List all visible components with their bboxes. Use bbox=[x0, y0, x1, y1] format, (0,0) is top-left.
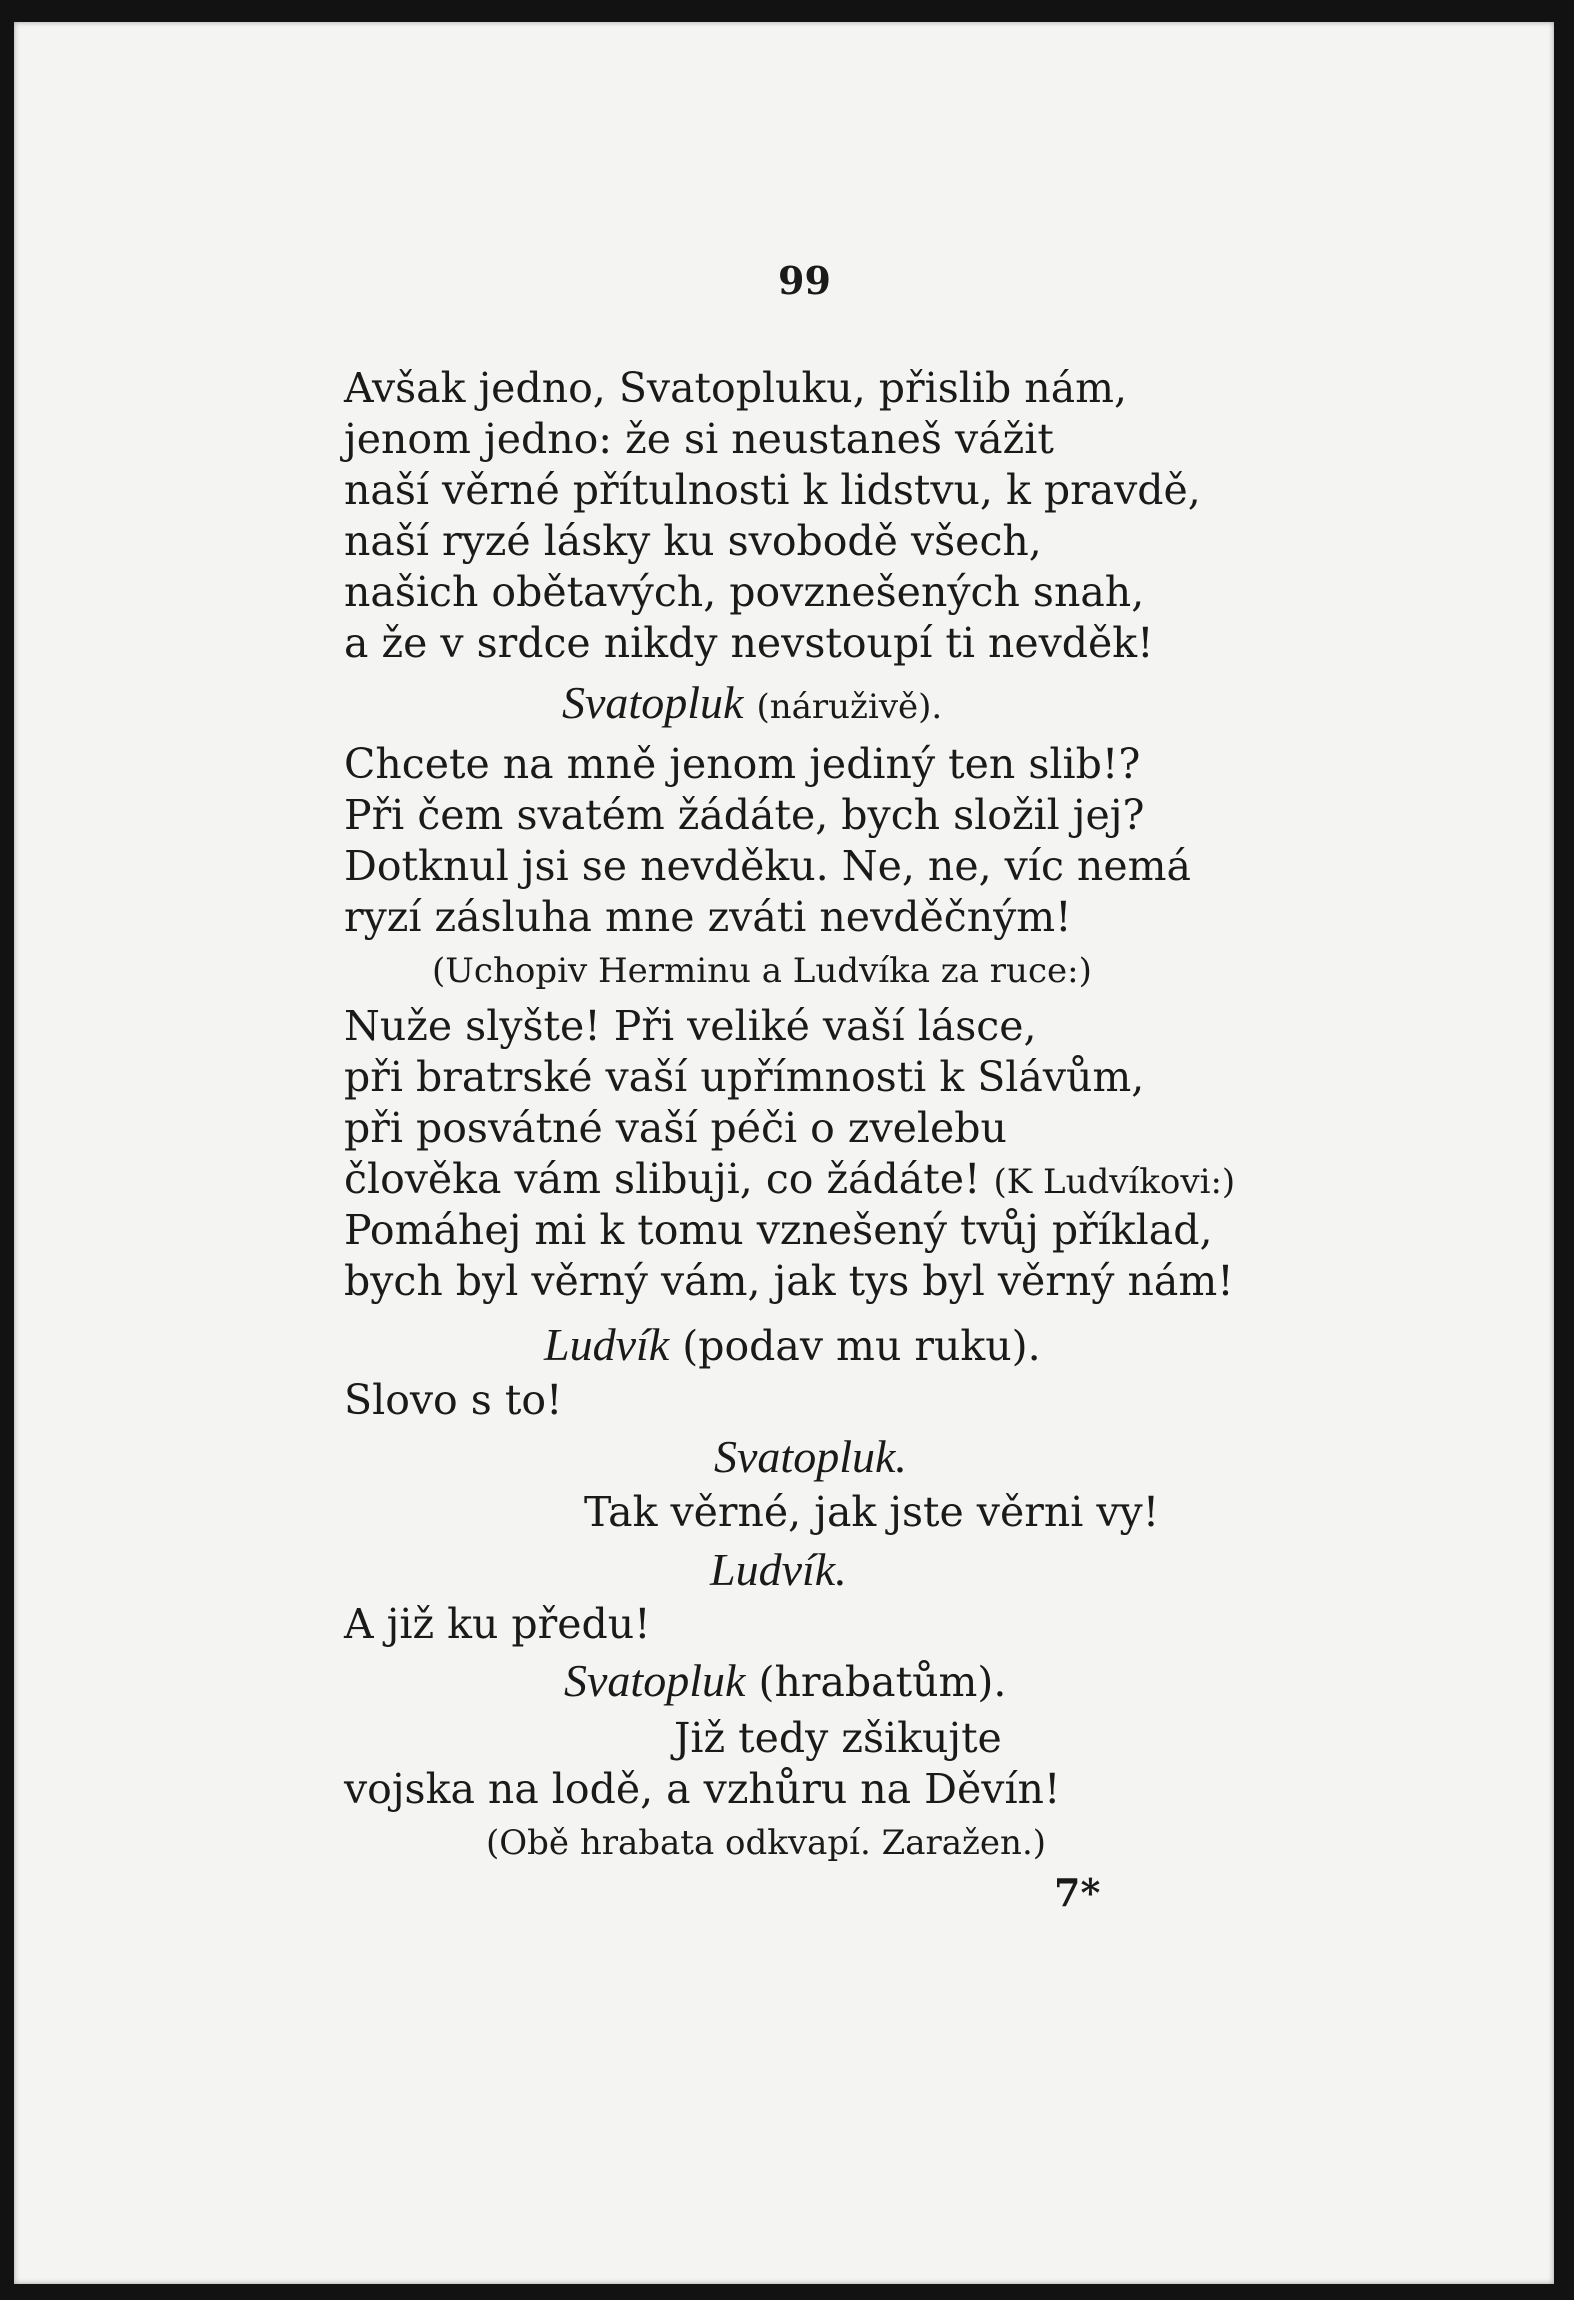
verse-line: a že v srdce nikdy nevstoupí ti nevděk! bbox=[344, 619, 1154, 667]
verse-text: člověka vám slibuji, co žádáte! bbox=[344, 1155, 981, 1203]
verse-line: bych byl věrný vám, jak tys byl věrný nám! bbox=[344, 1257, 1234, 1305]
verse-line: Při čem svatém žádáte, bych složil jej? bbox=[344, 791, 1145, 839]
verse-line: A již ku předu! bbox=[344, 1600, 651, 1648]
speaker-name: Ludvík bbox=[544, 1319, 670, 1370]
speaker-direction: (náruživě). bbox=[756, 687, 943, 727]
verse-line: ryzí zásluha mne zváti nevděčným! bbox=[344, 893, 1072, 941]
speaker-direction: (podav mu ruku). bbox=[682, 1322, 1041, 1370]
verse-line: vojska na lodě, a vzhůru na Děvín! bbox=[344, 1765, 1061, 1813]
verse-line: jenom jedno: že si neustaneš vážit bbox=[344, 415, 1054, 463]
speaker-heading bbox=[562, 677, 943, 728]
verse-line: naší ryzé lásky ku svobodě všech, bbox=[344, 517, 1042, 565]
stage-direction: (Obě hrabata odkvapí. Zaražen.) bbox=[486, 1823, 1047, 1863]
verse-line bbox=[344, 1155, 1236, 1203]
verse-line: Nuže slyšte! Při veliké vaší lásce, bbox=[344, 1002, 1037, 1050]
verse-line: při posvátné vaší péči o zvelebu bbox=[344, 1104, 1007, 1152]
verse-line: naší věrné přítulnosti k lidstvu, k pravdě, bbox=[344, 466, 1201, 514]
speaker-direction: (hrabatům). bbox=[758, 1658, 1007, 1706]
verse-line: Slovo s to! bbox=[344, 1376, 563, 1424]
speaker-heading bbox=[544, 1319, 1041, 1370]
verse-line: našich obětavých, povznešených snah, bbox=[344, 568, 1145, 616]
verse-line: Avšak jedno, Svatopluku, přislib nám, bbox=[344, 364, 1128, 412]
page-number: 99 bbox=[778, 258, 831, 303]
speaker-heading: Svatopluk. bbox=[714, 1431, 907, 1482]
speaker-heading bbox=[564, 1655, 1007, 1706]
speaker-heading: Ludvík. bbox=[710, 1544, 847, 1595]
inline-direction: (K Ludvíkovi:) bbox=[993, 1162, 1236, 1202]
verse-line: Dotknul jsi se nevděku. Ne, ne, víc nemá bbox=[344, 842, 1191, 890]
signature-mark: 7* bbox=[1054, 1870, 1101, 1915]
verse-line: Již tedy zšikujte bbox=[674, 1714, 1002, 1762]
verse-line: Tak věrné, jak jste věrni vy! bbox=[584, 1488, 1160, 1536]
verse-line: Pomáhej mi k tomu vznešený tvůj příklad, bbox=[344, 1206, 1213, 1254]
speaker-name: Svatopluk bbox=[562, 677, 744, 728]
speaker-name: Svatopluk bbox=[564, 1655, 746, 1706]
verse-line: při bratrské vaší upřímnosti k Slávům, bbox=[344, 1053, 1145, 1101]
stage-direction: (Uchopiv Herminu a Ludvíka za ruce:) bbox=[432, 951, 1092, 991]
book-page bbox=[14, 22, 1554, 2284]
verse-line: Chcete na mně jenom jediný ten slib!? bbox=[344, 740, 1141, 788]
